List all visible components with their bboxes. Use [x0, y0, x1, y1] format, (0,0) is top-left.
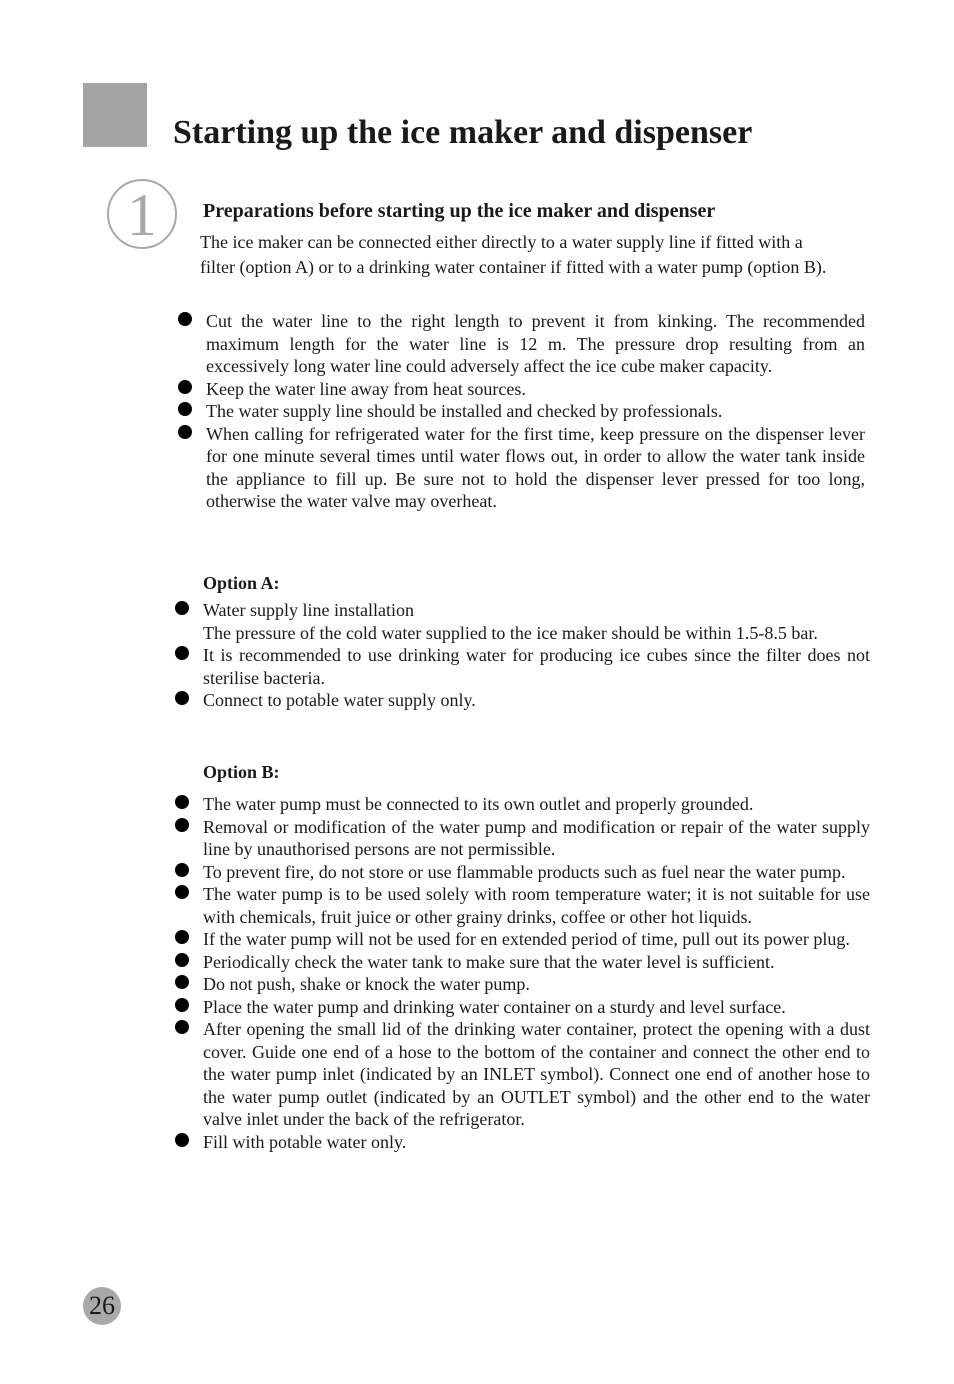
list-item: When calling for refrigerated water for the first time, keep pressure on the dispenser lever for one minute several times until water flows out, in order to allow the water tank inside the appliance to fill up. Be sure not to hold the dispenser lever pressed for too long, otherwise the water valve may overheat.	[206, 423, 865, 511]
header-decor-block	[83, 83, 147, 147]
page-number: 26	[83, 1287, 121, 1325]
list-item: Cut the water line to the right length to prevent it from kinking. The recommended maximum length for the water line is 12 m. The pressure drop resulting from an excessively long water line could adversely affect the ice cube maker capacity.	[206, 311, 865, 376]
list-item: To prevent fire, do not store or use flammable products such as fuel near the water pump.	[203, 861, 870, 884]
list-item-text: The pressure of the cold water supplied to the ice maker should be within 1.5-8.5 bar.	[203, 622, 818, 643]
option-b-list	[203, 793, 870, 1153]
list-item: After opening the small lid of the drinking water container, protect the opening with a dust cover. Guide one end of a hose to the bottom of the container and connect the other end to the water pump inlet (indicated by an INLET symbol). Connect one end of another hose to the water pump outlet (indicated by an OUTLET symbol) and the other end to the water valve inlet under the back of the refrigerator.	[203, 1019, 870, 1129]
option-a-list	[203, 599, 870, 712]
list-item: Keep the water line away from heat sources.	[206, 378, 865, 401]
section-intro: The ice maker can be connected either directly to a water supply line if fitted with a filter (option A) or to a drinking water container if fitted with a water pump (option B).	[200, 232, 827, 277]
list-item: The water supply line should be installed and checked by professionals.	[206, 400, 865, 423]
list-item: Connect to potable water supply only.	[203, 689, 870, 712]
list-item-title: Water supply line installation	[203, 600, 415, 620]
page-title: Starting up the ice maker and dispenser	[173, 114, 753, 151]
list-item: It is recommended to use drinking water for producing ice cubes since the filter does not sterilise bacteria.	[203, 645, 870, 688]
list-item: Place the water pump and drinking water container on a sturdy and level surface.	[203, 996, 870, 1019]
list-item: The water pump is to be used solely with room temperature water; it is not suitable for use with chemicals, fruit juice or other grainy drinks, coffee or other hot liquids.	[203, 884, 870, 927]
section-heading: Preparations before starting up the ice maker and dispenser	[203, 200, 716, 222]
option-b-label: Option B:	[203, 762, 280, 782]
list-item: Do not push, shake or knock the water pump.	[203, 973, 870, 996]
list-item: The water pump must be connected to its own outlet and properly grounded.	[203, 793, 870, 816]
list-item: Periodically check the water tank to make sure that the water level is sufficient.	[203, 951, 870, 974]
list-item	[203, 599, 870, 644]
list-item: Removal or modification of the water pump and modification or repair of the water supply line by unauthorised persons are not permissible.	[203, 816, 870, 859]
step-number-badge: 1	[107, 179, 177, 249]
list-item: Fill with potable water only.	[203, 1131, 870, 1154]
list-item: If the water pump will not be used for en extended period of time, pull out its power plug.	[203, 928, 870, 951]
general-instructions-list	[206, 310, 865, 513]
option-a-label: Option A:	[203, 573, 280, 593]
